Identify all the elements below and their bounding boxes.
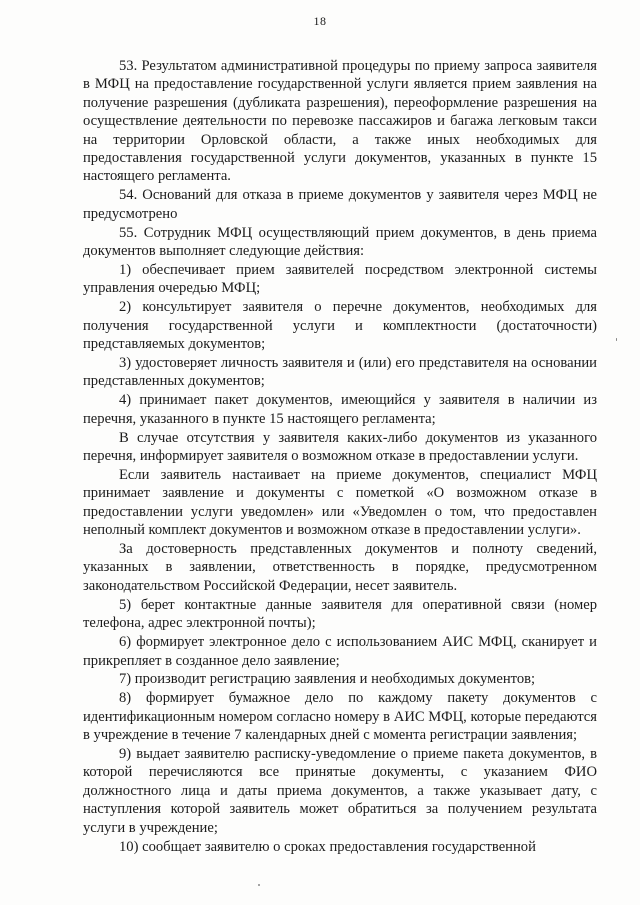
list-item-4: 4) принимает пакет документов, имеющийся у заявителя в наличии из перечня, указанного в пункте 15 настоящего регламента; [83,392,597,427]
paragraph-54: 54. Оснований для отказа в приеме документов у заявителя через МФЦ не предусмотрено [83,187,597,222]
list-item-1: 1) обеспечивает прием заявителей посредством электронной системы управления очередью МФЦ; [83,261,597,297]
responsibility-paragraph: За достоверность представленных документов и полноту сведений, указанных в заявлении, ответственность в порядке, предусмотренном законодательством Российской Федерации, несет заявитель. [83,541,597,594]
insistence-paragraph: Если заявитель настаивает на приеме документов, специалист МФЦ принимает заявление и документы с пометкой «О возможном отказе в предоставлении услуги уведомлен» или «Уведомлен о том, что предоставлен неполный комплект документов и возможном отказе в предоставлении услуги». [83,466,597,539]
list-item-9: 9) выдает заявителю расписку-уведомление о приеме пакета документов, в которой перечисляются все принятые документы, с указанием ФИО должностного лица и даты приема документов, а также указывает дату, с наступления которой заявитель может обратиться за получением результата услуги в учреждение; [83,746,597,836]
page-number: 18 [313,14,327,28]
missing-documents-paragraph: В случае отсутствия у заявителя каких-либо документов из указанного перечня, информирует заявителя о возможном отказе в предоставлении услуги. [83,429,597,465]
list-item-8: 8) формирует бумажное дело по каждому пакету документов с идентификационным номером согласно номеру в АИС МФЦ, которые передаются в учреждение в течение 7 календарных дней с момента регистрации заявления; [83,690,597,744]
paragraph-53: 53. Результатом административной процедуры по приему запроса заявителя в МФЦ на предоставление государственной услуги является прием заявления на получение разрешения (дубликата разрешения), переоформление разрешения на осуществление деятельности по перевозке пассажиров и багажа легковым такси на территории Орловской области, а также иных необходимых для предоставления государственной услуги документов, указанных в пункте 15 настоящего регламента. [83,58,597,185]
list-item-2: 2) консультирует заявителя о перечне документов, необходимых для получения государственной услуги и комплектности (достаточности) представляемых документов; [83,299,597,353]
list-item-5: 5) берет контактные данные заявителя для оперативной связи (номер телефона, адрес электронной почты); [83,596,597,632]
list-item-7: 7) производит регистрацию заявления и необходимых документов; [119,671,536,688]
list-item-3: 3) удостоверяет личность заявителя и (или) его представителя на основании представленных документов; [83,355,597,390]
paragraph-55: 55. Сотрудник МФЦ осуществляющий прием документов, в день приема документов выполняет следующие действия: [83,224,597,260]
document-body [83,57,597,856]
list-item-6: 6) формирует электронное дело с использованием АИС МФЦ, сканирует и прикрепляет в созданное дело заявление; [83,634,597,669]
scan-speck [616,338,617,341]
scan-speck [258,884,260,886]
list-item-10: 10) сообщает заявителю о сроках предоставления государственной [119,838,536,855]
